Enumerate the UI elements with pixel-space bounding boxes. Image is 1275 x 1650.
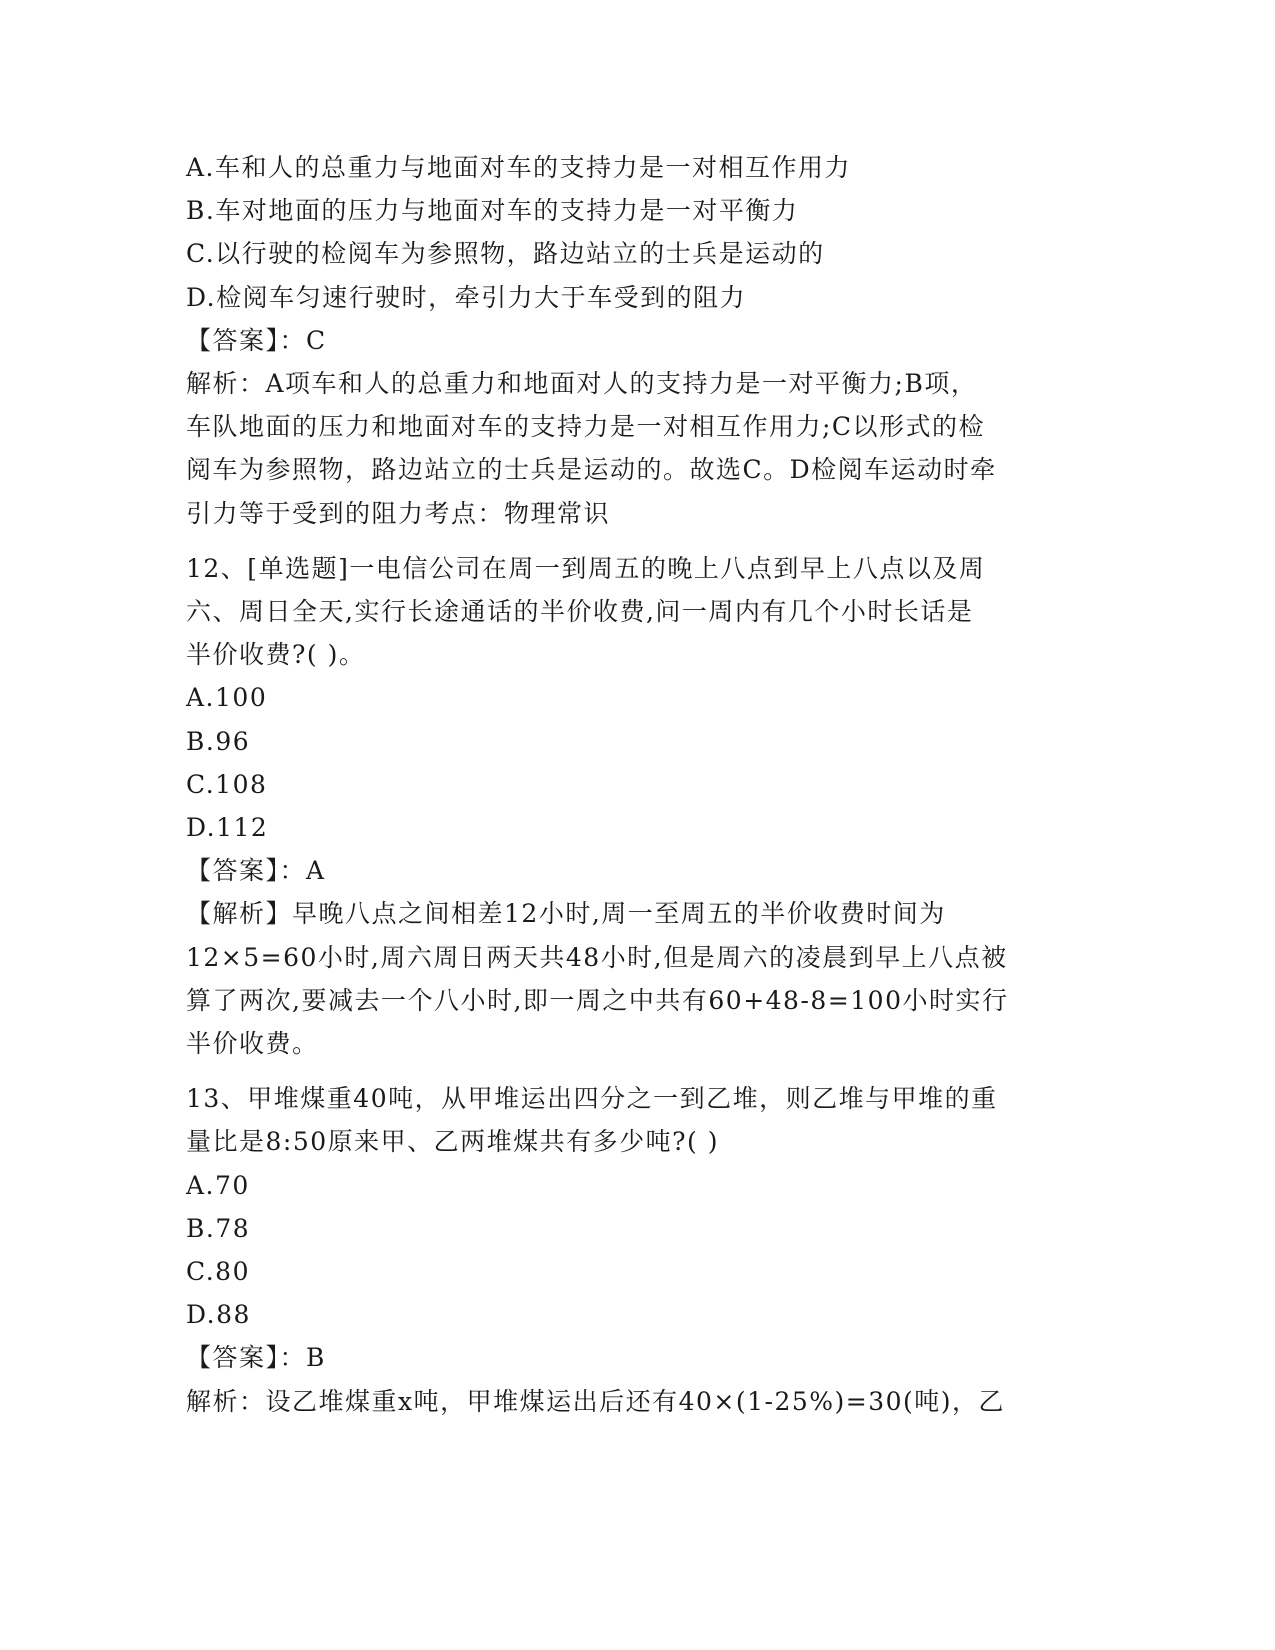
document-page [186, 146, 1086, 1423]
q13-question-line: 量比是8:50原来甲、乙两堆煤共有多少吨?( ) [186, 1127, 719, 1157]
q12-question-line: 12、[单选题]一电信公司在周一到周五的晚上八点到早上八点以及周 [186, 553, 986, 583]
q13-options [186, 1164, 1086, 1337]
q13-option-c: C.80 [186, 1257, 250, 1287]
q13-analysis-line: 解析：设乙堆煤重x吨，甲堆煤运出后还有40×(1-25%)=30(吨)，乙 [186, 1386, 1006, 1416]
q12-question-line: 六、周日全天,实行长途通话的半价收费,问一周内有几个小时长话是 [186, 597, 974, 627]
section-gap [186, 1065, 1086, 1077]
q11-analysis-line: 阅车为参照物，路边站立的士兵是运动的。故选C。D检阅车运动时牵 [186, 455, 997, 485]
section-gap [186, 535, 1086, 547]
q11-option-d: D.检阅车匀速行驶时，牵引力大于车受到的阻力 [186, 282, 747, 312]
q12-question [186, 547, 1086, 677]
q11-analysis-line: 引力等于受到的阻力考点：物理常识 [186, 498, 611, 528]
q11-option-c: C.以行驶的检阅车为参照物，路边站立的士兵是运动的 [186, 239, 825, 269]
q11-option-a: A.车和人的总重力与地面对车的支持力是一对相互作用力 [186, 153, 852, 182]
q12-option-d: D.112 [186, 813, 269, 843]
q13-question [186, 1077, 1086, 1163]
q11-options [186, 146, 1086, 319]
q12-analysis-line: 12×5=60小时,周六周日两天共48小时,但是周六的凌晨到早上八点被 [186, 942, 1008, 972]
q11-analysis [186, 362, 1086, 535]
q11-analysis-line: 解析：A项车和人的总重力和地面对人的支持力是一对平衡力;B项， [186, 369, 978, 399]
q12-options [186, 676, 1086, 849]
q13-option-b: B.78 [186, 1213, 251, 1243]
q12-analysis-line: 半价收费。 [186, 1029, 319, 1059]
q12-option-b: B.96 [186, 726, 251, 756]
q12-option-a: A.100 [186, 683, 268, 713]
q12-analysis-line: 算了两次,要减去一个八小时,即一周之中共有60+48-8=100小时实行 [186, 985, 1009, 1015]
q13-option-d: D.88 [186, 1300, 251, 1330]
q12-answer: 【答案】：A [186, 856, 326, 886]
q13-option-a: A.70 [186, 1170, 250, 1200]
q11-option-b: B.车对地面的压力与地面对车的支持力是一对平衡力 [186, 196, 799, 226]
q13-answer: 【答案】：B [186, 1343, 326, 1373]
q12-question-line: 半价收费?( )。 [186, 640, 366, 670]
q13-question-line: 13、甲堆煤重40吨，从甲堆运出四分之一到乙堆，则乙堆与甲堆的重 [186, 1084, 998, 1114]
q12-analysis-line: 【解析】早晚八点之间相差12小时,周一至周五的半价收费时间为 [186, 899, 946, 929]
q12-option-c: C.108 [186, 769, 268, 799]
q13-analysis [186, 1380, 1086, 1423]
q11-analysis-line: 车队地面的压力和地面对车的支持力是一对相互作用力;C以形式的检 [186, 412, 986, 442]
q12-analysis [186, 892, 1086, 1065]
q11-answer: 【答案】：C [186, 325, 327, 355]
